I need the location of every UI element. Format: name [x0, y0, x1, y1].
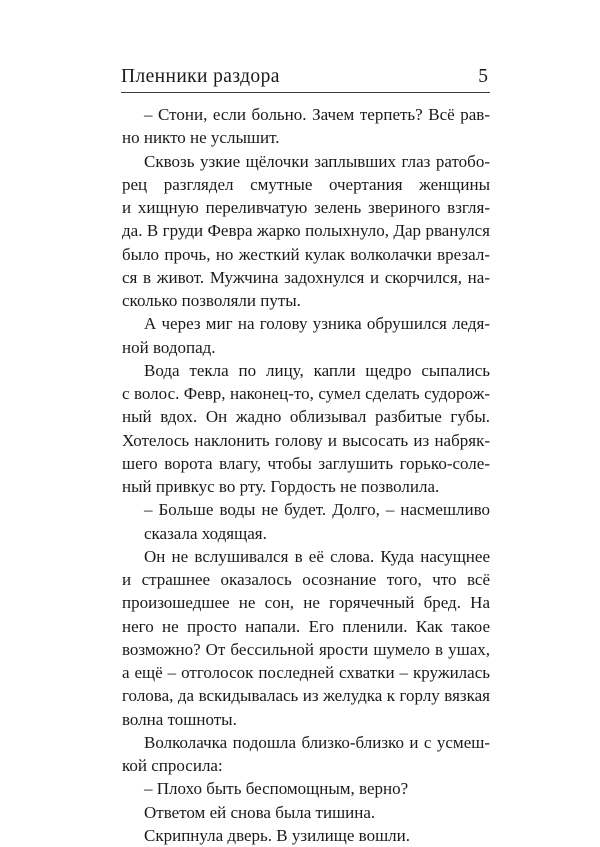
text-line: голова, да вскидывалась из желудка к горлу вязкая	[122, 686, 490, 706]
text-line: произошедшее не сон, не горячечный бред. На	[122, 593, 490, 613]
text-line: рец разглядел смутные очертания женщины	[122, 174, 490, 194]
page-number: 5	[478, 66, 488, 87]
text-line: Сквозь узкие щёлочки заплывших глаз ратобо-	[144, 151, 490, 171]
text-line: возможно? От бессильной ярости шумело в ушах,	[122, 639, 490, 659]
text-line: и страшнее оказалось осознание того, что всё	[122, 570, 490, 589]
text-line: ный привкус во рту. Гордость не позволила.	[122, 477, 440, 496]
text-line: – Стони, если больно. Зачем терпеть? Всё рав-	[144, 105, 490, 124]
text-line: Скрипнула дверь. В узилище вошли.	[144, 825, 410, 845]
text-line: А через миг на голову узника обрушился ледя-	[144, 314, 490, 334]
text-line: Ответом ей снова была тишина.	[144, 802, 376, 822]
text-line: а ещё – отголосок последней схватки – кружилась	[122, 663, 490, 682]
text-line: волна тошноты.	[122, 709, 237, 729]
text-line: него не просто напали. Его пленили. Как такое	[122, 616, 490, 636]
text-line: – Плохо быть беспомощным, верно?	[144, 779, 409, 799]
text-line: да. В груди Февра жарко полыхнуло, Дар рванулся	[122, 221, 490, 241]
text-line: ной водопад.	[122, 337, 216, 357]
text-line: но никто не услышит.	[122, 128, 280, 148]
text-line: Вода текла по лицу, капли щедро сыпались	[144, 360, 490, 380]
text-line: кой спросила:	[122, 756, 223, 775]
running-title: Пленники раздора	[121, 66, 280, 87]
running-header	[121, 64, 490, 93]
text-line: сказала ходящая.	[144, 523, 267, 543]
text-line: Волколачка подошла близко-близко и с усмеш-	[144, 732, 490, 752]
text-line: ся в живот. Мужчина задохнулся и скорчился, на-	[122, 267, 490, 287]
text-line: Он не вслушивался в её слова. Куда насущнее	[144, 546, 490, 566]
body-text	[122, 103, 490, 847]
text-line: Хотелось наклонить голову и высосать из набряк-	[122, 430, 490, 450]
text-line: и хищную переливчатую зелень звериного взгля-	[122, 198, 490, 217]
text-line: сколько позволяли путы.	[122, 291, 301, 310]
text-line: – Больше воды не будет. Долго, – насмешливо	[144, 500, 490, 520]
text-line: было прочь, но жесткий кулак волколачки врезал-	[122, 244, 490, 264]
text-line: ный вдох. Он жадно облизывал разбитые губы.	[122, 407, 490, 427]
text-line: с волос. Февр, наконец-то, сумел сделать судорож-	[122, 384, 490, 403]
text-line: шего ворота влагу, чтобы заглушить горько-соле-	[122, 453, 490, 473]
